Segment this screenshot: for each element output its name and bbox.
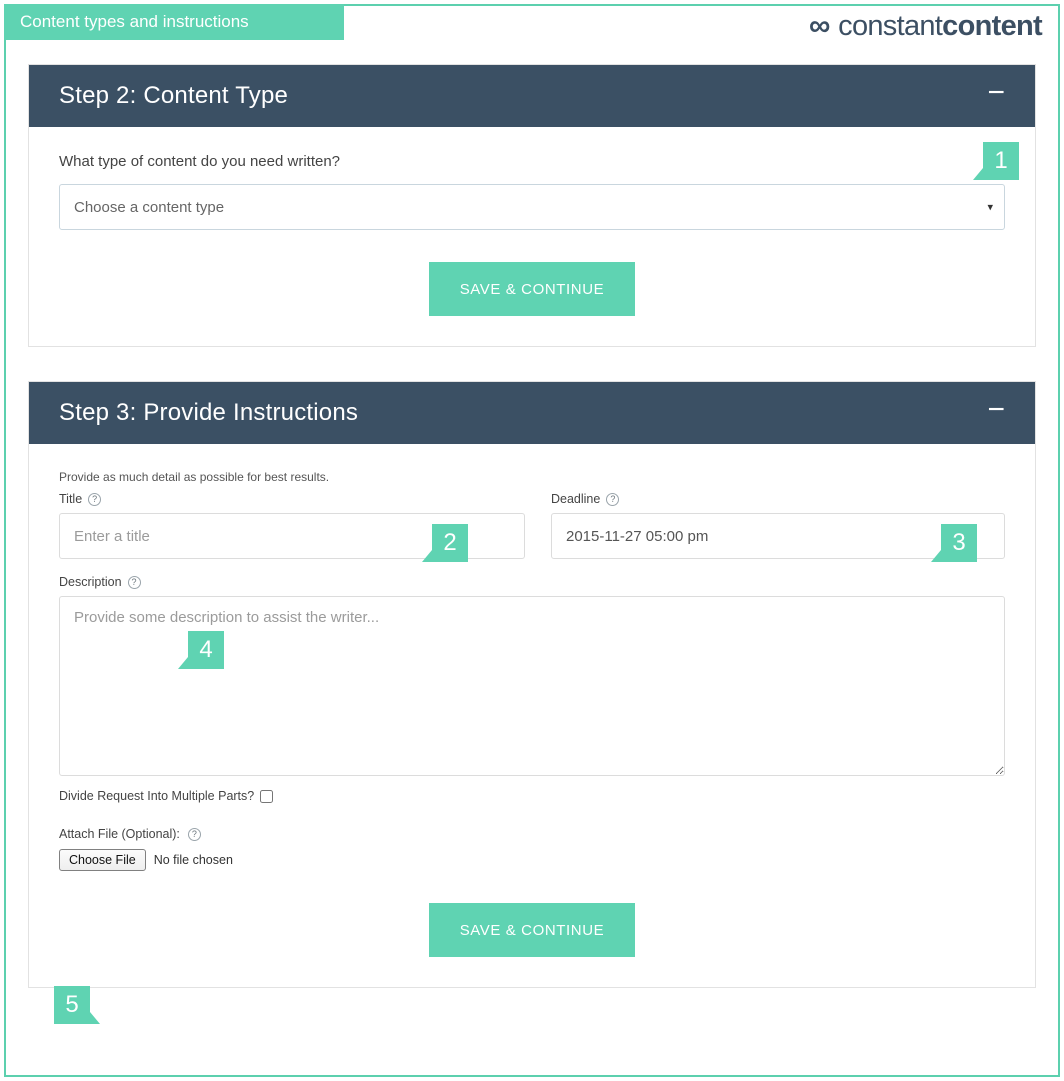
content-type-select-wrap — [59, 184, 1005, 230]
brand-logo — [809, 10, 1042, 43]
brand-name-light: constant — [838, 10, 943, 42]
callout-3 — [941, 524, 977, 562]
divide-request-row — [59, 789, 1005, 803]
title-help-icon[interactable]: ? — [88, 493, 101, 506]
callout-2-number: 2 — [443, 529, 457, 556]
step2-collapse-icon[interactable]: − — [987, 76, 1005, 109]
callout-4 — [188, 631, 224, 669]
deadline-help-icon[interactable]: ? — [606, 493, 619, 506]
step2-body — [29, 127, 1035, 346]
step3-body — [29, 444, 1035, 987]
brand-name-bold: content — [942, 10, 1042, 42]
deadline-field-group — [551, 492, 1005, 559]
file-status-text: No file chosen — [153, 853, 233, 867]
description-textarea[interactable] — [59, 596, 1005, 776]
callout-2 — [432, 524, 468, 562]
content-type-question: What type of content do you need written? — [59, 153, 341, 170]
description-field-group — [59, 575, 1005, 781]
callout-4-number: 4 — [199, 636, 213, 663]
instructions-hint: Provide as much detail as possible for best results. — [59, 470, 330, 484]
deadline-label-row — [551, 492, 1005, 506]
infinity-logo-icon: ∞ — [808, 10, 831, 44]
step2-header — [29, 65, 1035, 127]
callout-3-tail — [931, 550, 941, 562]
step3-title: Step 3: Provide Instructions — [59, 399, 359, 426]
chevron-down-icon: ▾ — [987, 201, 993, 214]
callout-1-tail — [973, 168, 983, 180]
divide-request-checkbox[interactable] — [260, 790, 273, 803]
callout-3-number: 3 — [952, 529, 966, 556]
step2-panel — [28, 64, 1036, 347]
step3-collapse-icon[interactable]: − — [987, 393, 1005, 426]
callout-5-number: 5 — [65, 991, 79, 1018]
step2-title: Step 2: Content Type — [59, 82, 289, 109]
title-label: Title — [59, 492, 83, 506]
attach-file-label: Attach File (Optional): — [59, 827, 180, 841]
content-area — [4, 48, 1060, 1046]
step2-save-continue-button[interactable]: SAVE & CONTINUE — [429, 262, 635, 316]
page-banner-tab: Content types and instructions — [4, 4, 344, 40]
callout-1 — [983, 142, 1019, 180]
step3-header — [29, 382, 1035, 444]
title-label-row — [59, 492, 525, 506]
callout-2-tail — [422, 550, 432, 562]
callout-4-tail — [178, 657, 188, 669]
divide-request-label: Divide Request Into Multiple Parts? — [59, 789, 255, 803]
step3-panel — [28, 381, 1036, 988]
attach-file-help-icon[interactable]: ? — [188, 828, 201, 841]
choose-file-button[interactable]: Choose File — [59, 849, 146, 871]
attach-file-label-row — [59, 827, 1005, 841]
callout-5 — [54, 986, 90, 1024]
description-help-icon[interactable]: ? — [128, 576, 141, 589]
title-deadline-row — [59, 492, 1005, 559]
file-input-row — [59, 849, 1005, 871]
callout-1-number: 1 — [994, 147, 1008, 174]
description-label-row — [59, 575, 1005, 589]
brand-name — [838, 10, 1042, 43]
callout-5-tail — [90, 1012, 100, 1024]
attach-file-group — [59, 827, 1005, 871]
step3-save-continue-button[interactable]: SAVE & CONTINUE — [429, 903, 635, 957]
content-type-select[interactable] — [59, 184, 1005, 230]
description-label: Description — [59, 575, 122, 589]
deadline-label: Deadline — [551, 492, 601, 506]
